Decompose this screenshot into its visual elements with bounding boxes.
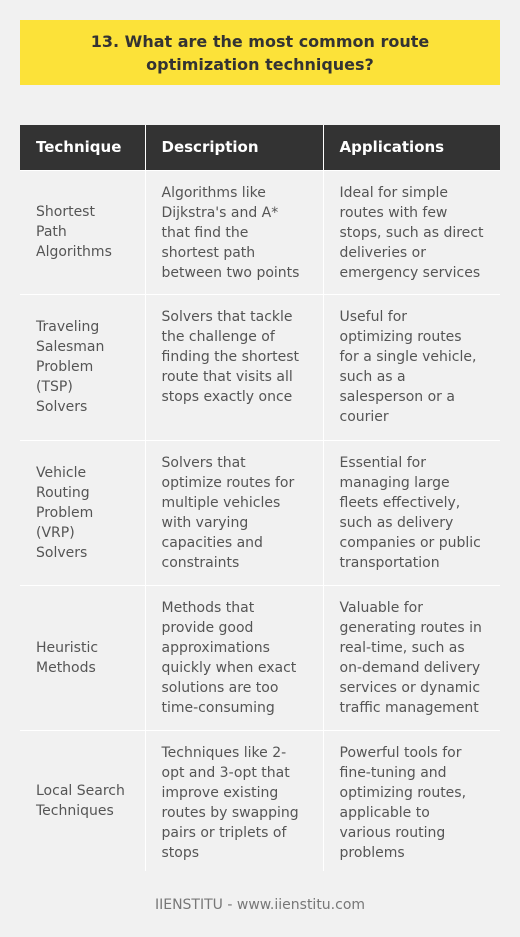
technique-cell: Vehicle Routing Problem (VRP) Solvers [20, 440, 145, 585]
applications-cell: Valuable for generating routes in real-time, such as on-demand delivery services or dynamic traffic management [323, 585, 500, 730]
page-title: 13. What are the most common route optimization techniques? [90, 31, 430, 74]
techniques-table [20, 125, 500, 871]
table-row [20, 440, 500, 585]
applications-cell: Ideal for simple routes with few stops, such as direct deliveries or emergency services [323, 170, 500, 294]
table-row [20, 585, 500, 730]
technique-cell: Local Search Techniques [20, 730, 145, 871]
technique-cell: Heuristic Methods [20, 585, 145, 730]
technique-cell: Shortest Path Algorithms [20, 170, 145, 294]
applications-cell: Essential for managing large fleets effectively, such as delivery companies or public transportation [323, 440, 500, 585]
description-cell: Methods that provide good approximations quickly when exact solutions are too time-consuming [145, 585, 323, 730]
description-cell: Techniques like 2-opt and 3-opt that improve existing routes by swapping pairs or triplets of stops [145, 730, 323, 871]
table-row [20, 730, 500, 871]
header-applications: Applications [323, 125, 500, 170]
applications-cell: Powerful tools for fine-tuning and optimizing routes, applicable to various routing problems [323, 730, 500, 871]
title-banner [20, 20, 500, 85]
table-header-row [20, 125, 500, 170]
description-cell: Solvers that optimize routes for multiple vehicles with varying capacities and constraints [145, 440, 323, 585]
header-technique: Technique [20, 125, 145, 170]
table-row [20, 170, 500, 294]
description-cell: Solvers that tackle the challenge of finding the shortest route that visits all stops exactly once [145, 294, 323, 440]
table-row [20, 294, 500, 440]
footer-credit: IIENSTITU - www.iienstitu.com [154, 897, 366, 913]
header-description: Description [145, 125, 323, 170]
applications-cell: Useful for optimizing routes for a single vehicle, such as a salesperson or a courier [323, 294, 500, 440]
technique-cell: Traveling Salesman Problem (TSP) Solvers [20, 294, 145, 440]
description-cell: Algorithms like Dijkstra's and A* that find the shortest path between two points [145, 170, 323, 294]
